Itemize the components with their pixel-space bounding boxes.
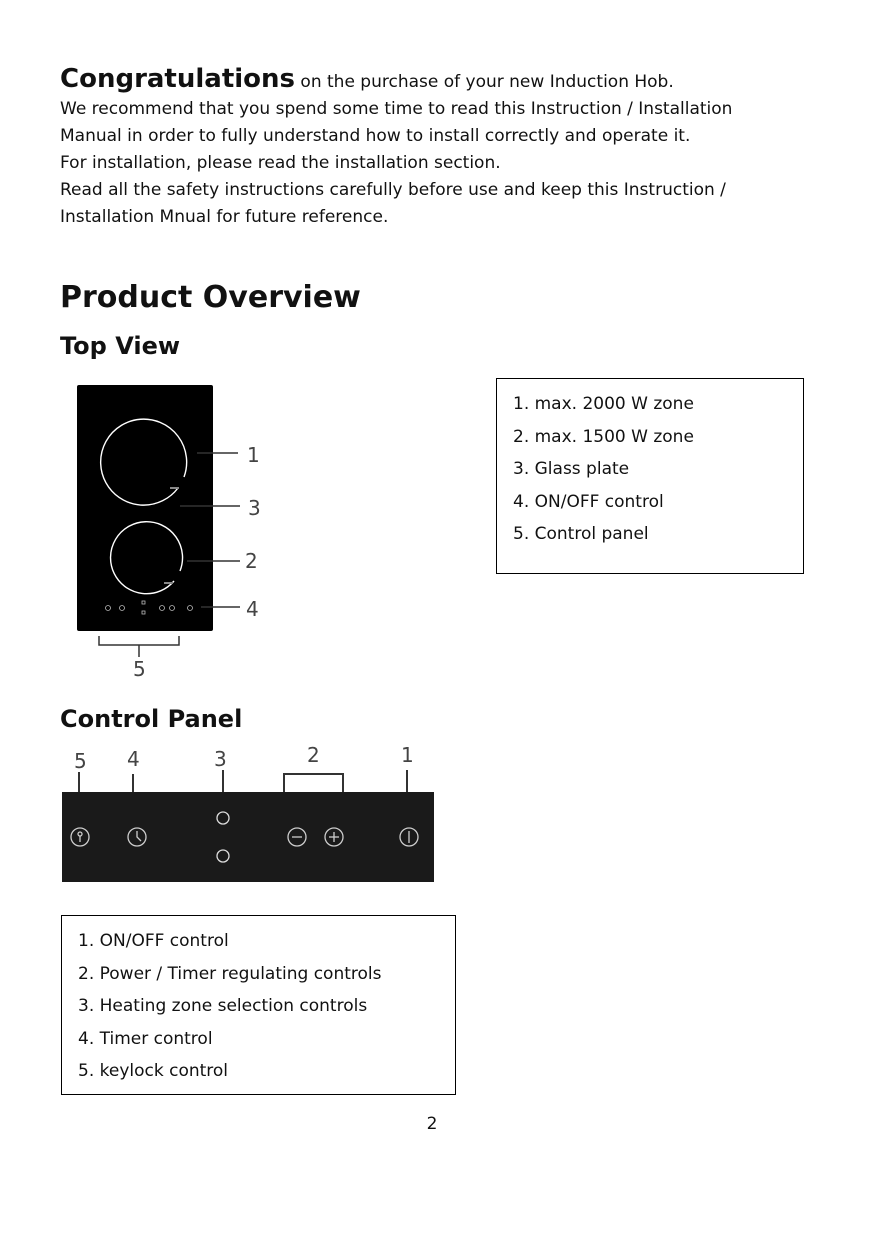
congratulations-heading: Congratulations bbox=[60, 64, 296, 94]
legend-item: 5. Control panel bbox=[513, 524, 649, 544]
congratulations-rest: on the purchase of your new Induction Hob. bbox=[295, 72, 674, 92]
legend-item: 5. keylock control bbox=[78, 1061, 229, 1081]
intro-line-2: Manual in order to fully understand how to install correctly and operate it. bbox=[60, 126, 691, 146]
top-callout-1: 1 bbox=[247, 443, 260, 467]
control-panel-legend-list bbox=[78, 925, 439, 1088]
intro-line-1: We recommend that you spend some time to read this Instruction / Installation bbox=[60, 99, 733, 119]
page-number: 2 bbox=[426, 1114, 438, 1134]
top-view-legend bbox=[496, 378, 804, 574]
small-zone-logo bbox=[164, 582, 173, 584]
panel-callout-5: 5 bbox=[74, 749, 87, 773]
intro-congratulations bbox=[60, 66, 820, 96]
top-callout-5: 5 bbox=[133, 657, 146, 681]
panel-callout-2: 2 bbox=[307, 743, 320, 767]
top-view-heading: Top View bbox=[60, 332, 181, 360]
legend-item: 2. Power / Timer regulating controls bbox=[78, 963, 382, 984]
legend-item: 2. max. 1500 W zone bbox=[513, 426, 694, 447]
control-panel-strip bbox=[62, 792, 434, 882]
hob-top-view-diagram bbox=[60, 375, 280, 685]
panel-callout-4: 4 bbox=[127, 747, 140, 771]
panel-callout-1: 1 bbox=[401, 743, 414, 767]
control-panel-diagram bbox=[60, 740, 440, 890]
top-callout-4: 4 bbox=[246, 597, 259, 621]
control-panel-heading: Control Panel bbox=[60, 705, 243, 733]
legend-item: 1. max. 2000 W zone bbox=[513, 394, 694, 414]
large-zone-logo bbox=[170, 487, 179, 489]
product-overview-title: Product Overview bbox=[60, 280, 361, 315]
top-callout-3: 3 bbox=[248, 496, 261, 520]
legend-item: 3. Glass plate bbox=[513, 459, 630, 479]
top-view-legend-list bbox=[513, 388, 787, 551]
legend-item: 3. Heating zone selection controls bbox=[78, 996, 368, 1016]
legend-item: 4. ON/OFF control bbox=[513, 491, 664, 512]
legend-item: 1. ON/OFF control bbox=[78, 931, 229, 951]
top-callout-2: 2 bbox=[245, 549, 258, 573]
intro-line-4: Read all the safety instructions carefully before use and keep this Instruction / bbox=[60, 180, 726, 200]
intro-line-3: For installation, please read the installation section. bbox=[60, 153, 501, 173]
control-panel-legend bbox=[61, 915, 456, 1095]
legend-item: 4. Timer control bbox=[78, 1028, 213, 1049]
intro-text bbox=[60, 66, 820, 231]
panel-callout-3: 3 bbox=[214, 747, 227, 771]
intro-line-5: Installation Mnual for future reference. bbox=[60, 207, 389, 227]
